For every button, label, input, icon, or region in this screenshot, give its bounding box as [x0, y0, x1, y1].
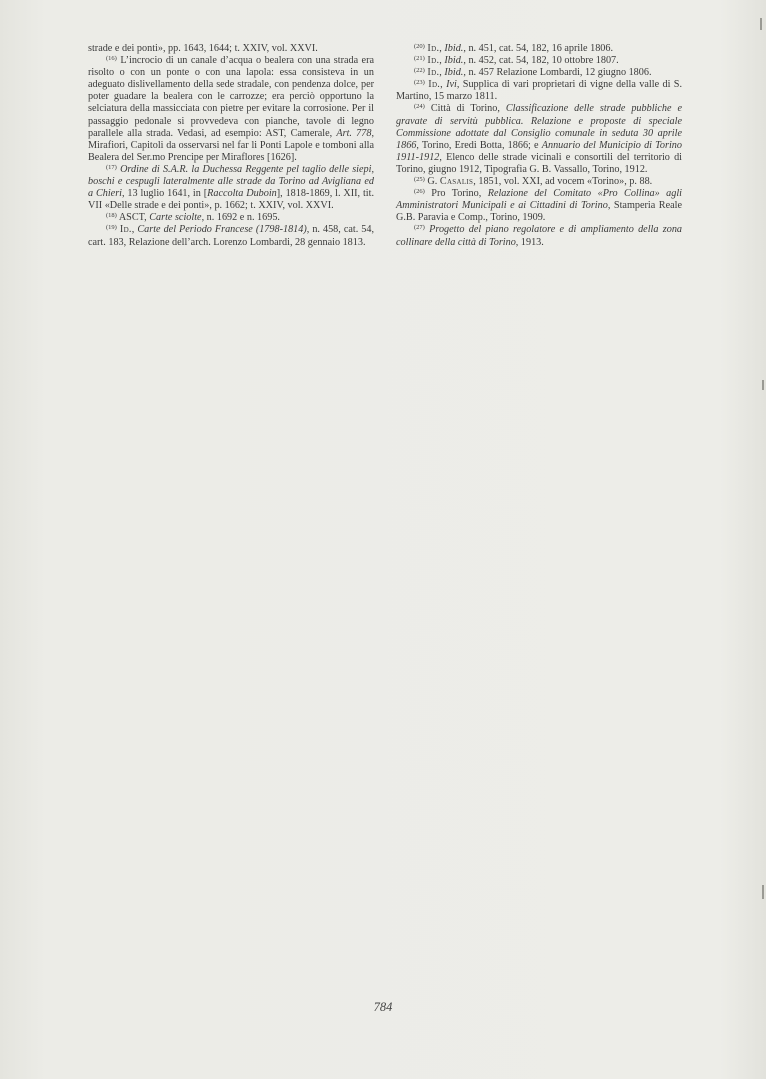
footnote-text: ], 1818-1869, l. XII, tit. VII «Delle strade e dei ponti», p. 1662; t. XXIV, vol. XXVI.	[88, 188, 375, 212]
footnote-number: (27)	[414, 224, 425, 232]
footnote-text: Carte del Periodo Francese (1798-1814)	[137, 224, 307, 236]
footnote-21	[396, 55, 682, 67]
footnote-text: Relazione del Comitato «Pro Collina» agli Amministratori Municipali e ai Cittadini di Torino	[396, 188, 682, 212]
page-number: 784	[373, 1000, 393, 1014]
footnote-text: Raccolta Duboin	[207, 188, 277, 200]
footnote-text: , Elenco delle strade vicinali e consortili del territorio di Torino, giugno 1912, Tipografia G. B. Vassallo, Torino, 1912.	[396, 151, 682, 175]
footnote-number: (25)	[414, 176, 425, 184]
footnote-text: Id.	[427, 67, 440, 79]
footnote-text: Città di Torino,	[430, 103, 506, 115]
footnote-text: Id.	[119, 224, 132, 236]
footnote-17	[88, 164, 374, 212]
footnote-text: , Stamperia Reale G.B. Paravia e Comp., Torino, 1909.	[396, 200, 682, 224]
footnote-text: Carte sciolte	[149, 212, 202, 224]
footnote-text: , 1851, vol. XXI, ad vocem «Torino», p. 88.	[473, 176, 653, 188]
footnote-20	[396, 43, 682, 55]
footnote-text: ,	[440, 79, 447, 91]
footnote-number: (24)	[414, 103, 425, 111]
footnote-text: G.	[427, 176, 440, 188]
footnote-number: (21)	[414, 55, 425, 63]
footnote-text: , 1913.	[515, 236, 544, 248]
footnote-text: ,	[439, 43, 445, 54]
footnote-text: , Mirafiori, Capitoli da osservarsi nel far li Ponti Lapole e tomboni alla Bealera del Ser.mo Prencipe per Miraflores [1626].	[88, 127, 374, 163]
footnote-23	[396, 79, 682, 103]
footnote-text: , n. 452, cat. 54, 182, 10 ottobre 1807.	[463, 55, 619, 67]
footnote-27	[396, 224, 682, 248]
footnote-text: Ibid.	[444, 55, 464, 67]
left-notes-column	[88, 43, 374, 249]
footnote-text: Ibid.	[444, 43, 464, 54]
footnote-text: Ivi	[446, 79, 457, 91]
footnote-text: ASCT,	[118, 212, 150, 224]
scan-edge-mark	[762, 885, 764, 899]
footnote-text: Ibid.	[444, 67, 464, 79]
footnote-text: Progetto del piano regolatore e di ampliamento della zona collinare della città di Torino	[396, 224, 683, 248]
footnote-text: Annuario del Municipio di Torino 1911-1912	[396, 139, 682, 163]
footnote-text: Ordine di S.A.R. la Duchessa Reggente pel taglio delle siepi, boschi e cespugli lateralmente alle strade da Torino ad Avigliana ed a Chieri	[88, 163, 374, 200]
footnote-number: (16)	[106, 55, 117, 63]
footnote-number: (26)	[414, 188, 425, 196]
footnote-number: (18)	[106, 212, 117, 220]
footnote-18	[88, 212, 374, 224]
footnote-text: , n. 1692 e n. 1695.	[201, 212, 280, 224]
footnote-text: ,	[439, 67, 445, 79]
footnote-25	[396, 176, 682, 188]
footnote-text: Art. 778	[336, 127, 372, 139]
footnote-text: , n. 458, cat. 54, cart. 183, Relazione dell’arch. Lorenzo Lombardi, 28 gennaio 1813.	[88, 224, 375, 248]
footnote-text: Id.	[427, 55, 440, 67]
footnote-text: Casalis	[439, 176, 474, 188]
footnote-19	[88, 224, 374, 248]
footnote-number: (23)	[414, 79, 425, 87]
footnote-text: , n. 451, cat. 54, 182, 16 aprile 1806.	[463, 43, 614, 54]
footnote-number: (20)	[414, 43, 425, 50]
footnote-text: , Supplica di vari proprietari di vigne della valle di S. Martino, 15 marzo 1811.	[396, 79, 683, 103]
footnote-text: , Torino, Eredi Botta, 1866; e	[416, 139, 542, 151]
scan-edge-mark	[762, 380, 764, 390]
footnote-26	[396, 188, 682, 224]
footnote-text: L’incrocio di un canale d’acqua o bealera con una strada era risolto o con un ponte o con una lapola: essa consisteva in un adeguato dislivellamento della sede stradale, con pendenza dolce, per poter guadare la bealera con le carrozze; era perciò opportuno la selciatura della massicciata con pietre per evitare la corrosione. Per il passaggio pedonale si provvedeva con pianche, tavole di legno parallele alla strada. Vedasi, ad esempio: AST, Camerale,	[88, 55, 374, 139]
footnote-number: (22)	[414, 67, 425, 75]
scan-edge-mark	[760, 18, 762, 30]
footnote-text: , 13 luglio 1641, in [	[122, 188, 208, 200]
right-notes-column	[396, 43, 682, 249]
footnote-text: , n. 457 Relazione Lombardi, 12 giugno 1806.	[463, 67, 652, 79]
footnote-text: Id.	[427, 43, 440, 54]
footnote-text: Classificazione delle strade pubbliche e gravate di servitù pubblica. Relazione e proposte di speciale Commissione adottate dal Consiglio comunale in seduta 30 aprile 1866	[396, 103, 682, 151]
footnote-text: Pro Torino,	[431, 188, 488, 200]
footnote-number: (19)	[106, 224, 117, 232]
footnote-number: (17)	[106, 163, 117, 171]
footnote-text: strade e dei ponti», pp. 1643, 1644; t. XXIV, vol. XXVI.	[88, 43, 318, 54]
footnote-text: Id.	[428, 79, 441, 91]
footnote-16	[88, 55, 374, 164]
footnote-continuation	[88, 43, 374, 55]
footnote-text: ,	[439, 55, 445, 67]
footnote-22	[396, 67, 682, 79]
footnote-text: ,	[131, 224, 138, 236]
footnote-24	[396, 103, 682, 176]
